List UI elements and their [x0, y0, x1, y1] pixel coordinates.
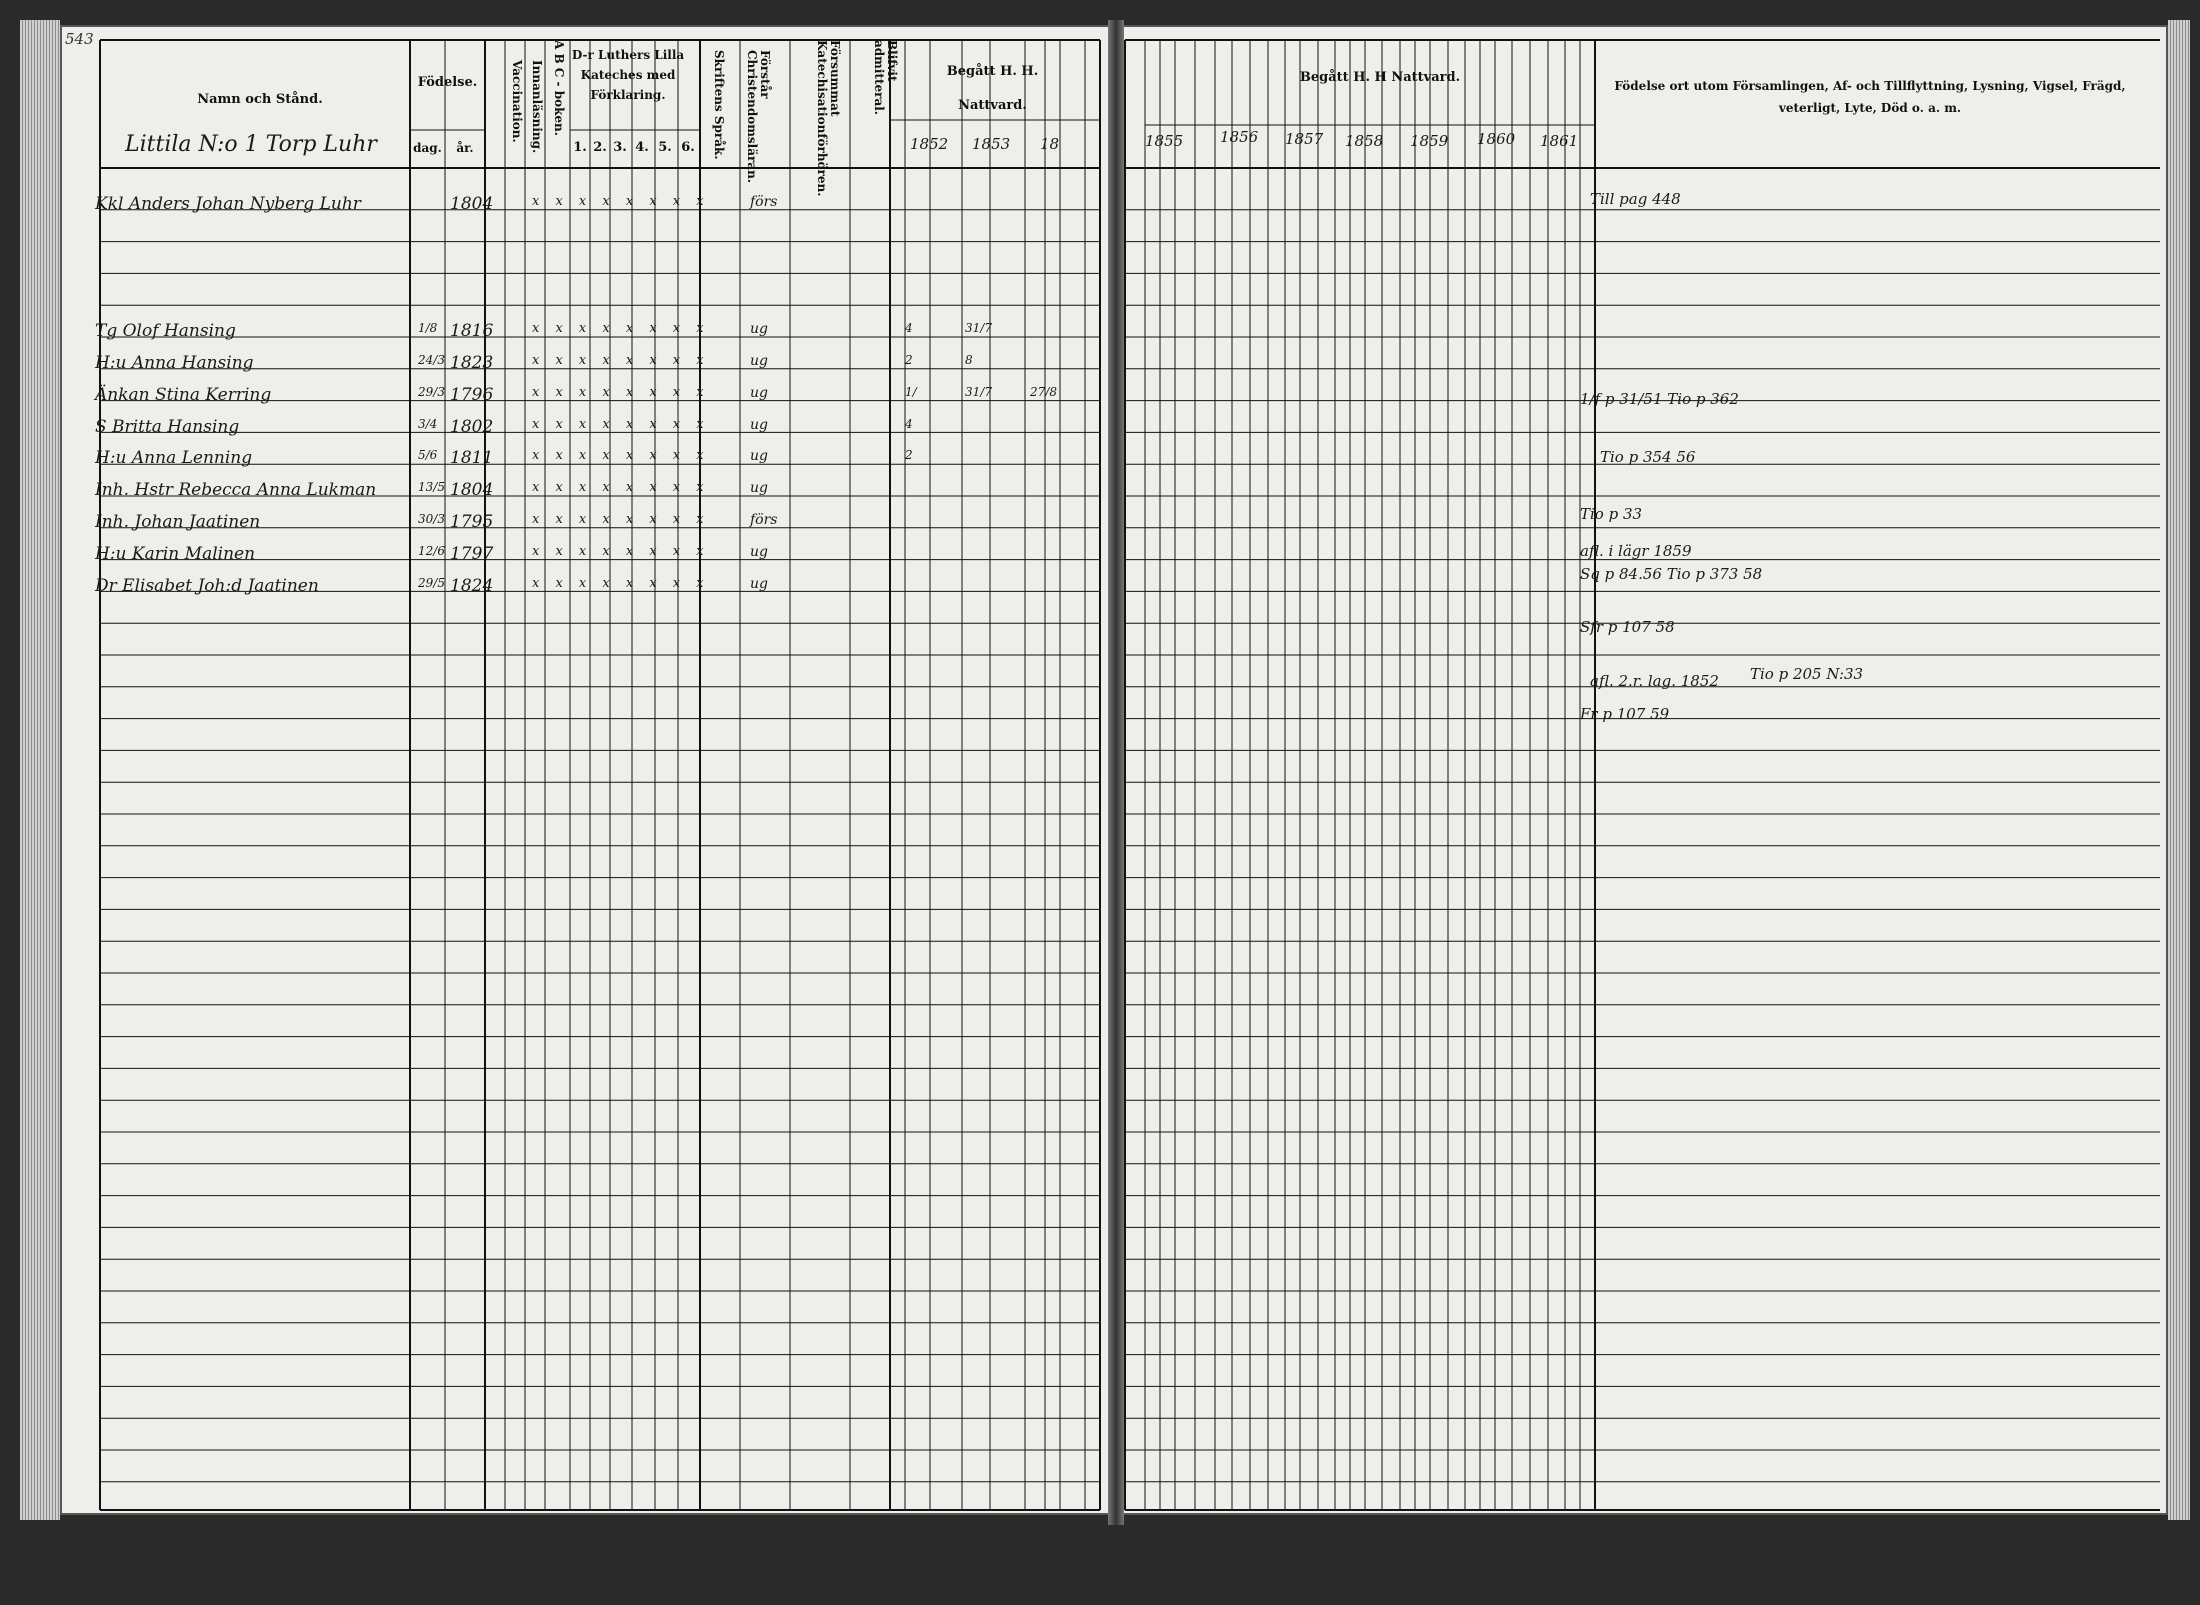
year-1858: 1858 — [1345, 132, 1384, 150]
catechism-num-3: 3. — [613, 140, 627, 155]
year-1853: 1853 — [972, 135, 1011, 153]
row-lang: förs — [750, 194, 778, 210]
name-col-header: Namn och Stånd. — [197, 92, 323, 107]
row-day: 3/4 — [418, 416, 438, 431]
row-lang: ug — [750, 321, 768, 338]
row-marks: x x x x x x x x — [532, 480, 710, 496]
catechism-num-4: 4. — [635, 140, 649, 155]
row-marks: x x x x x x x x — [532, 353, 710, 368]
catechism-header: D-r Luthers Lilla Kateches med Förklaring. — [571, 48, 685, 102]
note-entry: afl. i lägr 1859 — [1580, 542, 1692, 560]
katekisation-header: Försummat Katechisationförhören. — [815, 40, 842, 197]
row-lang: ug — [750, 416, 768, 433]
year-1852: 1852 — [910, 135, 949, 153]
row-day: 5/6 — [418, 448, 438, 463]
row-year: 1816 — [450, 321, 494, 342]
abc-header: A B C - boken. — [552, 40, 566, 136]
row-day: 29/5 — [418, 575, 445, 590]
row-day: 30/3 — [418, 512, 445, 526]
row-lang: förs — [750, 512, 778, 528]
row-marks: x x x x x x x x — [532, 512, 710, 527]
catechism-num-6: 6. — [681, 140, 695, 155]
communion-header-left: Begått H. H. Nattvard. — [946, 64, 1039, 113]
row-c1: 2 — [905, 448, 913, 463]
row-c1: 4 — [905, 416, 913, 431]
row-marks: x x x x x x x x — [532, 194, 710, 209]
year-18: 18 — [1040, 135, 1060, 153]
row-marks: x x x x x x x x — [532, 543, 710, 559]
row-c2: 31/7 — [965, 321, 992, 336]
row-marks: x x x x x x x x — [532, 384, 710, 400]
catechism-num-1: 1. — [573, 140, 587, 155]
innanlasning-header: Innanläsning. — [530, 60, 544, 154]
row-c2: 8 — [965, 353, 973, 367]
row-c1: 4 — [905, 321, 913, 336]
birth-day-header: dag. — [413, 141, 442, 155]
birth-year-header: år. — [456, 141, 474, 155]
row-lang: ug — [750, 448, 768, 465]
year-1860: 1860 — [1477, 130, 1516, 148]
row-year: 1804 — [450, 480, 494, 501]
year-1856: 1856 — [1220, 128, 1259, 146]
row-day: 29/3 — [418, 384, 445, 399]
row-marks: x x x x x x x x — [532, 448, 710, 464]
row-name: H:u Anna Hansing — [95, 353, 254, 373]
birth-header: Födelse. — [417, 75, 478, 90]
note-entry: Tio p 33 — [1580, 505, 1643, 523]
row-lang: ug — [750, 575, 768, 592]
row-c1: 2 — [905, 353, 913, 367]
row-lang: ug — [750, 543, 768, 560]
note-entry: afl. 2.r. lag. 1852 — [1590, 672, 1719, 690]
note-entry: Till pag 448 — [1590, 190, 1681, 208]
note-entry: Sfr p 107 58 — [1580, 618, 1675, 636]
row-marks: x x x x x x x x — [532, 575, 710, 591]
row-marks: x x x x x x x x — [532, 321, 710, 337]
row-name: S Britta Hansing — [95, 416, 240, 437]
row-year: 1823 — [450, 353, 494, 373]
row-year: 1796 — [450, 384, 494, 405]
row-day: 12/6 — [418, 543, 445, 558]
year-1857: 1857 — [1285, 130, 1324, 148]
row-c2: 31/7 — [965, 384, 992, 399]
place-heading: Littila N:o 1 Torp Luhr — [125, 132, 377, 157]
row-day: 24/3 — [418, 353, 445, 367]
page-number: 543 — [65, 30, 94, 48]
christendom-header: Förstår Christendomsläran. — [745, 50, 772, 183]
catechism-num-5: 5. — [658, 140, 672, 155]
row-name: Dr Elisabet Joh:d Jaatinen — [95, 575, 319, 596]
year-1855: 1855 — [1145, 132, 1184, 150]
row-name: Tg Olof Hansing — [95, 321, 236, 342]
row-lang: ug — [750, 480, 768, 497]
row-year: 1795 — [450, 512, 494, 532]
catechism-num-2: 2. — [593, 140, 607, 155]
skrift-header: Skriftens Språk. — [712, 50, 726, 160]
row-c3: 27/8 — [1030, 384, 1057, 399]
note-entry: Sq p 84.56 Tio p 373 58 — [1580, 565, 1763, 583]
row-name: Inh. Hstr Rebecca Anna Lukman — [95, 480, 377, 501]
note-entry: Tio p 205 N:33 — [1750, 665, 1864, 683]
note-entry: Fr p 107 59 — [1580, 705, 1670, 723]
communion-header-right: Begått H. H Nattvard. — [1299, 70, 1461, 85]
row-year: 1797 — [450, 543, 494, 564]
admitted-header: Blifvit admitteral. — [872, 40, 899, 115]
row-day: 1/8 — [418, 321, 438, 336]
vaccination-header: Vaccination. — [510, 60, 524, 143]
row-name: H:u Anna Lenning — [95, 448, 253, 469]
row-lang: ug — [750, 353, 768, 369]
note-entry: 1/f p 31/51 Tio p 362 — [1580, 390, 1739, 408]
row-name: Kkl Anders Johan Nyberg Luhr — [95, 194, 361, 214]
row-name: H:u Karin Malinen — [95, 543, 256, 564]
row-marks: x x x x x x x x — [532, 416, 710, 432]
row-year: 1811 — [450, 448, 494, 469]
row-lang: ug — [750, 384, 768, 401]
row-year: 1802 — [450, 416, 494, 437]
row-day: 13/5 — [418, 480, 445, 495]
year-1859: 1859 — [1410, 132, 1449, 150]
notes-col-header: Födelse ort utom Församlingen, Af- och Tillflyttning, Lysning, Vigsel, Frägd, veterligt, Lyte, Död o. a. m. — [1614, 79, 2126, 115]
note-entry: Tio p 354 56 — [1600, 448, 1696, 466]
row-year: 1824 — [450, 575, 494, 596]
row-name: Inh. Johan Jaatinen — [95, 512, 261, 532]
row-c1: 1/ — [905, 384, 917, 399]
year-1861: 1861 — [1540, 132, 1579, 150]
row-name: Änkan Stina Kerring — [95, 384, 272, 405]
row-year: 1804 — [450, 194, 494, 214]
